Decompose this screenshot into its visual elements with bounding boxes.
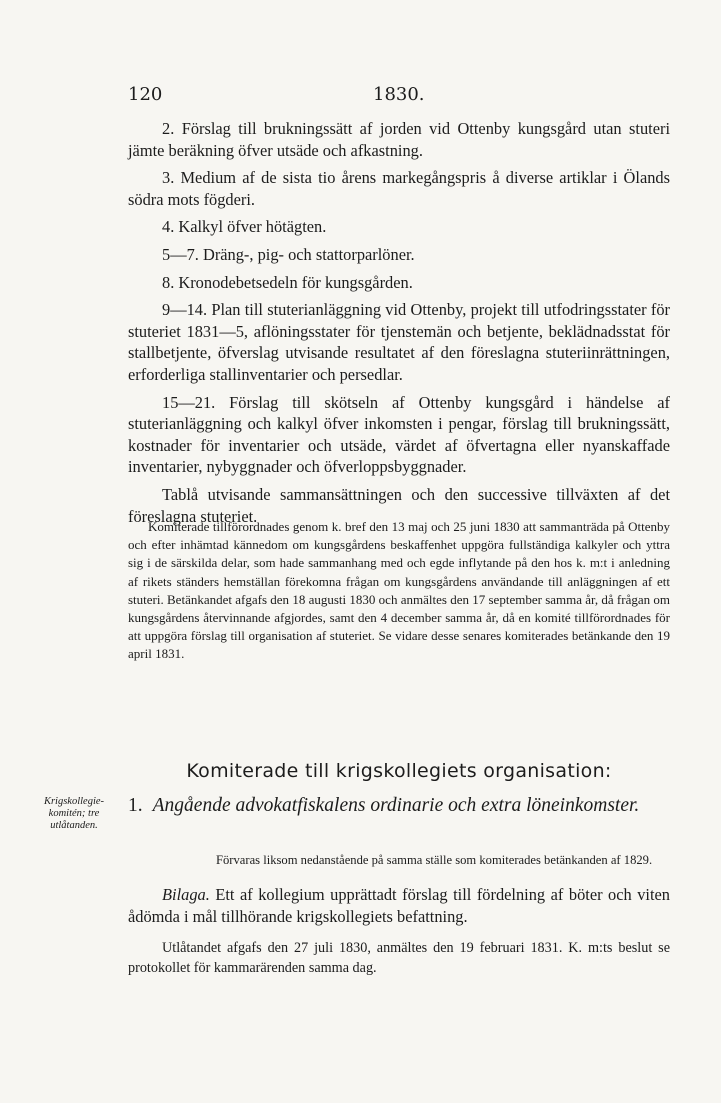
list-item: 15—21. Förslag till skötseln af Ottenby kungsgård i händelse af stuterianläggning och kalkyl öfver inkomsten i pengar, förslag till brukningssätt, kostnader för inventarier och utsäde, värdet af öfvertagna eller nyanskaffade inventarier, nybyggnader och öfverloppsbyggnader. (128, 392, 670, 477)
item-title-text: Angående advokatfiskalens ordinarie och extra löneinkomster. (152, 795, 640, 816)
final-note: Utlåtandet afgafs den 27 juli 1830, anmältes den 19 februari 1831. K. m:ts beslut se protokollet för kammarärenden samma dag. (128, 940, 670, 976)
list-item: Tablå utvisande sammansättningen och den successive tillväxten af det föreslagna stuteriet. (128, 484, 670, 526)
list-item: 4. Kalkyl öfver hötägten. (162, 217, 327, 237)
page-header (128, 84, 670, 108)
bilaga-text: Ett af kollegium upprättadt förslag till fördelning af böter och viten ådömda i mål tillhörande krigskollegiets befattning. (128, 885, 670, 926)
storage-note: Förvaras liksom nedanstående på samma ställe som komiterades betänkanden af 1829. (216, 853, 653, 867)
running-head-year: 1830. (373, 84, 425, 105)
list-item: 9—14. Plan till stuterianläggning vid Ottenby, projekt till utfodringsstater för stuteriet 1831—5, aflöningsstater för tjenstemän och betjente, beklädnadsstat för stallbetjente, öfverslag utvisande resultatet af den föreslagna stuteriinrättningen, erforderliga stallinventarier och persedlar. (128, 300, 670, 384)
committee-note: Komiterade tillförordnades genom k. bref den 13 maj och 25 juni 1830 att sammanträda på Ottenby och efter inhämtad kännedom om kungsgårdens beskaffenhet uppgöra fullständiga kalkyler och yttra sig i de särskilda delar, som hade sammanhang med och egde inflytande på den hos k. m:t i anledning af rikets ständers hemställan förekomna frågan om kungsgårdens användande till anläggningen af ett stuteri. Betänkandet afgafs den 18 augusti 1830 och anmältes den 17 september samma år, då frågan om kungsgårdens återvinnande afgjordes, samt den 4 december samma år, då en komité tillförordnades för att uppgöra förslag till organisation af stuteriet. Se vidare desse senares komiterades betänkande den 19 april 1831. (128, 519, 670, 662)
bilaga-label: Bilaga. (162, 885, 210, 904)
margin-note: Krigskollegie-komitén; tre utlåtanden. (43, 796, 105, 831)
list-item: 3. Medium af de sista tio årens markegångspris å diverse artiklar i Ölands södra mots fögderi. (128, 168, 670, 209)
section-heading: Komiterade till krigskollegiets organisation: (186, 760, 612, 782)
attachment-list (128, 118, 670, 533)
list-item: 8. Kronodebetsedeln för kungsgården. (162, 272, 413, 292)
list-item: 5—7. Dräng-, pig- och stattorparlöner. (162, 244, 415, 264)
bilaga-paragraph (128, 884, 670, 928)
item-number: 1. (128, 795, 143, 816)
page-number: 120 (128, 84, 163, 105)
list-item: 2. Förslag till brukningssätt af jorden vid Ottenby kungsgård utan stuteri jämte beräkning öfver utsäde och afkastning. (128, 119, 670, 160)
item-title (128, 792, 670, 820)
